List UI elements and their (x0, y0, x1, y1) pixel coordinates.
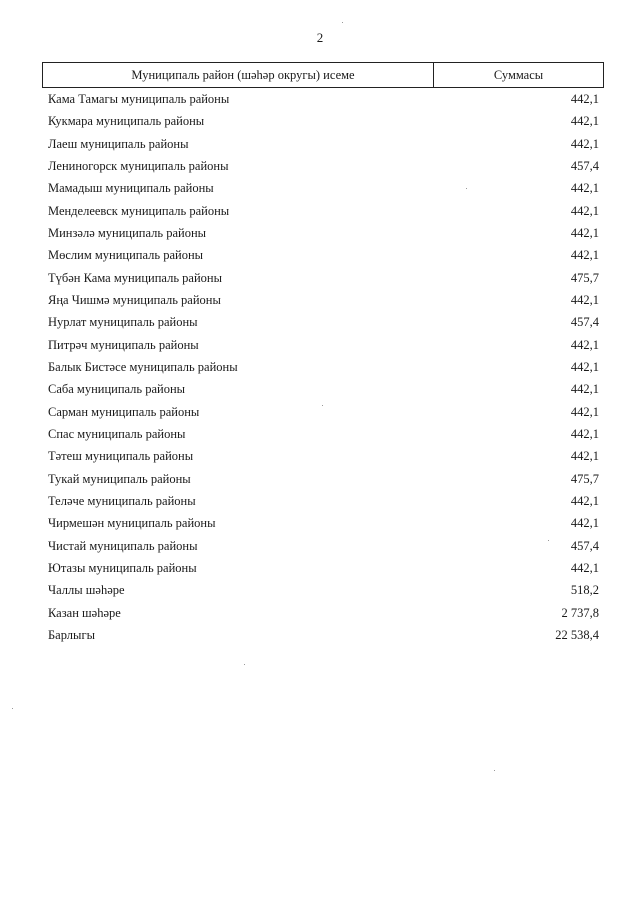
table-row (42, 513, 604, 535)
allocation-table (42, 62, 604, 647)
row-sum: 442,1 (570, 248, 599, 263)
table-row (42, 423, 604, 445)
table-row (42, 200, 604, 222)
table-row (42, 580, 604, 602)
table-row (42, 289, 604, 311)
row-name: Чирмешән муниципаль районы (48, 516, 216, 531)
row-name: Лениногорск муниципаль районы (48, 158, 229, 173)
row-sum: 475,7 (570, 471, 599, 486)
row-sum: 457,4 (570, 158, 599, 173)
row-sum: 518,2 (570, 583, 599, 598)
row-name: Сарман муниципаль районы (48, 404, 200, 419)
scan-speck (322, 405, 323, 406)
row-sum: 442,1 (570, 494, 599, 509)
row-sum: 442,1 (570, 181, 599, 196)
row-sum: 442,1 (570, 225, 599, 240)
row-sum: 442,1 (570, 449, 599, 464)
row-name: Саба муниципаль районы (48, 382, 186, 397)
table-row (42, 624, 604, 646)
row-name: Кукмара муниципаль районы (48, 114, 205, 129)
table-row (42, 267, 604, 289)
row-name: Чистай муниципаль районы (48, 538, 198, 553)
table-row (42, 446, 604, 468)
row-name: Мамадыш муниципаль районы (48, 181, 214, 196)
scan-speck (244, 664, 245, 665)
row-name: Менделеевск муниципаль районы (48, 203, 230, 218)
table-row (42, 490, 604, 512)
table-row (42, 311, 604, 333)
row-sum: 2 737,8 (561, 605, 599, 620)
row-name: Кама Тамагы муниципаль районы (48, 91, 230, 106)
row-sum: 442,1 (570, 203, 599, 218)
row-sum: 457,4 (570, 315, 599, 330)
table-row (42, 356, 604, 378)
row-name: Барлыгы (48, 628, 95, 643)
table-row (42, 468, 604, 490)
row-name: Ютазы муниципаль районы (48, 561, 197, 576)
row-sum: 457,4 (570, 538, 599, 553)
row-sum: 442,1 (570, 382, 599, 397)
row-sum: 442,1 (570, 293, 599, 308)
row-sum: 442,1 (570, 114, 599, 129)
table-row (42, 155, 604, 177)
row-name: Питрәч муниципаль районы (48, 337, 199, 352)
scan-speck (548, 540, 549, 541)
column-header-sum: Суммасы (493, 67, 544, 82)
row-name: Мөслим муниципаль районы (48, 248, 204, 263)
table-row (42, 535, 604, 557)
row-sum: 22 538,4 (555, 628, 599, 643)
row-sum: 442,1 (570, 516, 599, 531)
row-name: Яңа Чишмә муниципаль районы (48, 293, 221, 308)
row-name: Теләче муниципаль районы (48, 494, 196, 509)
scan-speck (342, 22, 343, 23)
table-row (42, 401, 604, 423)
table-row (42, 110, 604, 132)
table-row (42, 334, 604, 356)
row-name: Минзәлә муниципаль районы (48, 225, 207, 240)
table-row (42, 602, 604, 624)
page-number: 2 (316, 30, 324, 45)
table-header (42, 62, 604, 88)
row-name: Чаллы шәһәре (48, 583, 125, 598)
table-row (42, 133, 604, 155)
row-sum: 442,1 (570, 91, 599, 106)
row-sum: 442,1 (570, 404, 599, 419)
table-row (42, 244, 604, 266)
row-name: Түбән Кама муниципаль районы (48, 270, 222, 285)
row-name: Казан шәһәре (48, 605, 121, 620)
row-sum: 442,1 (570, 136, 599, 151)
scan-speck (494, 770, 495, 771)
table-row (42, 222, 604, 244)
row-sum: 442,1 (570, 561, 599, 576)
row-sum: 475,7 (570, 270, 599, 285)
row-name: Лаеш муниципаль районы (48, 136, 189, 151)
row-name: Балык Бистәсе муниципаль районы (48, 360, 238, 375)
table-row (42, 557, 604, 579)
scan-speck (466, 188, 467, 189)
row-name: Спас муниципаль районы (48, 427, 186, 442)
column-header-name: Муниципаль район (шәһәр округы) исеме (43, 63, 434, 87)
table-row (42, 177, 604, 199)
table-row (42, 378, 604, 400)
row-name: Тәтеш муниципаль районы (48, 449, 194, 464)
scan-speck (12, 708, 13, 709)
row-name: Нурлат муниципаль районы (48, 315, 198, 330)
row-sum: 442,1 (570, 427, 599, 442)
table-body (42, 88, 604, 647)
row-sum: 442,1 (570, 360, 599, 375)
row-sum: 442,1 (570, 337, 599, 352)
row-name: Тукай муниципаль районы (48, 471, 191, 486)
table-row (42, 88, 604, 110)
